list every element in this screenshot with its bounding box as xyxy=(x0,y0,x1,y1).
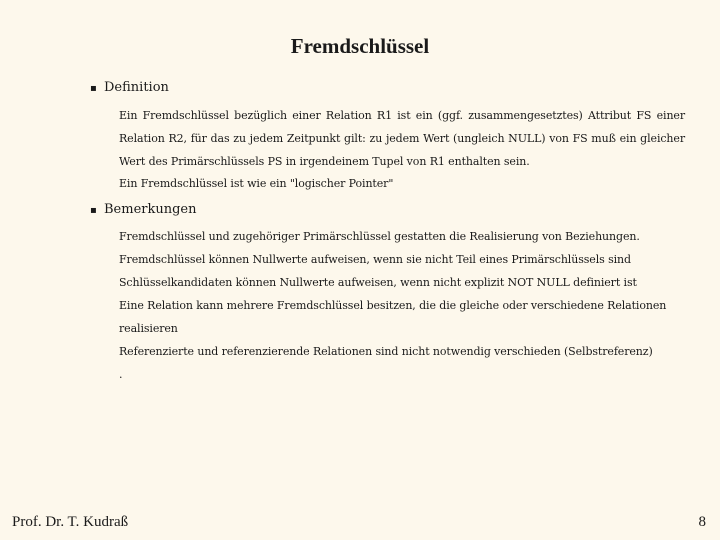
remark-line: Fremdschlüssel können Nullwerte aufweisen, wenn sie nicht Teil eines Primärschlüssels sind xyxy=(119,253,631,266)
page-number: 8 xyxy=(698,514,706,530)
footer-author: Prof. Dr. T. Kudraß xyxy=(12,514,129,530)
definition-note-text: Ein Fremdschlüssel ist wie ein "logischer Pointer" xyxy=(119,177,394,190)
remark-line: Fremdschlüssel und zugehöriger Primärschlüssel gestatten die Realisierung von Beziehungen. xyxy=(119,230,640,243)
remark-line: Referenzierte und referenzierende Relationen sind nicht notwendig verschieden (Selbstreferenz) xyxy=(119,345,653,358)
section-heading: Bemerkungen xyxy=(104,202,197,217)
section-remarks-heading xyxy=(90,202,197,217)
section-heading: Definition xyxy=(104,80,169,95)
page-title: Fremdschlüssel xyxy=(290,34,430,58)
remark-line: . xyxy=(119,368,123,381)
section-definition-heading xyxy=(90,80,169,95)
definition-note xyxy=(119,172,685,195)
definition-paragraph xyxy=(119,104,685,173)
bullet-icon: ▪ xyxy=(90,83,97,94)
bullet-icon: ▪ xyxy=(90,205,97,216)
remarks-list xyxy=(119,225,685,386)
definition-text: Ein Fremdschlüssel bezüglich einer Relation R1 ist ein (ggf. zusammengesetztes) Attribut FS einer Relation R2, für das zu jedem Zeitpunkt gilt: zu jedem Wert (ungleich NULL) von FS muß ein gleicher Wert des Primärschlüssels PS in irgendeinem Tupel von R1 enthalten sein. xyxy=(119,109,685,168)
remark-line: Schlüsselkandidaten können Nullwerte aufweisen, wenn nicht explizit NOT NULL definiert ist xyxy=(119,276,637,289)
remark-line: Eine Relation kann mehrere Fremdschlüssel besitzen, die die gleiche oder verschiedene Relationen realisieren xyxy=(119,299,667,335)
